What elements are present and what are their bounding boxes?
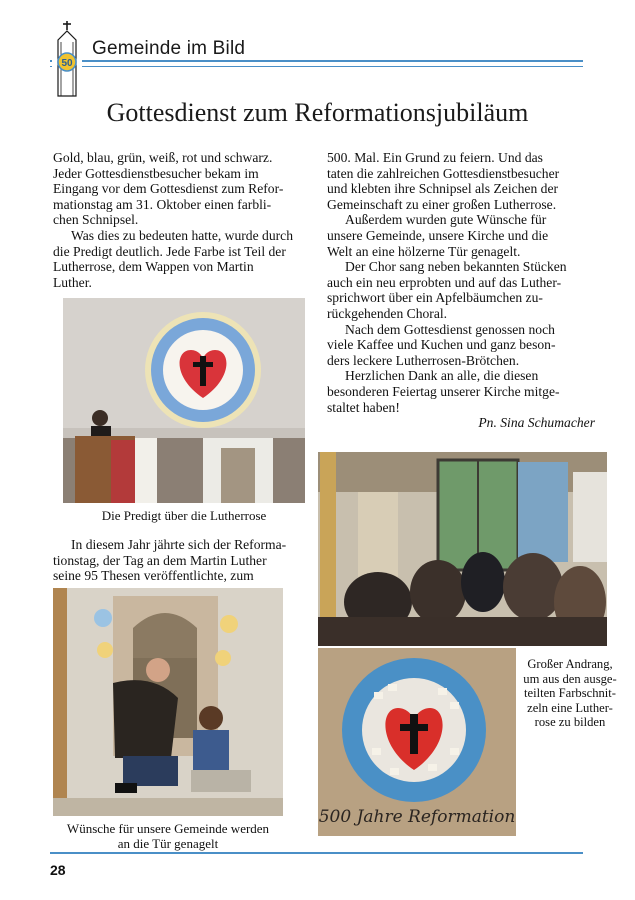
crowd-caption-line: rose zu bilden bbox=[534, 715, 606, 730]
header-rule-top bbox=[50, 60, 583, 62]
logo-number: 50 bbox=[61, 58, 73, 69]
author-signature: Pn. Sina Schumacher bbox=[478, 415, 595, 431]
text-line: Nach dem Gottesdienst genossen noch bbox=[345, 321, 555, 337]
lutherrose-poster-photo bbox=[318, 648, 516, 836]
text-line: Der Chor sang neben bekannten Stücken bbox=[345, 259, 567, 275]
text-line: Luther. bbox=[53, 274, 92, 290]
church-logo-icon bbox=[52, 20, 82, 98]
text-line: und klebten ihre Schnipsel als Zeichen der bbox=[327, 181, 559, 197]
text-line: unsere Gemeinde, unsere Kirche und die bbox=[327, 227, 549, 243]
door-caption-line2: an die Tür genagelt bbox=[117, 836, 219, 851]
text-line: tionstag, der Tag an dem Martin Luther bbox=[53, 552, 267, 568]
text-line: viele Kaffee und Kuchen und ganz beson- bbox=[327, 337, 556, 353]
text-line: seine 95 Thesen veröffentlichte, zum bbox=[53, 568, 254, 584]
text-line: besonderen Feiertag unserer Kirche mitge- bbox=[327, 383, 560, 399]
text-line: mationstag am 31. Oktober einen farbli- bbox=[53, 196, 272, 212]
door-caption-line1: Wünsche für unsere Gemeinde werden bbox=[66, 821, 270, 836]
poster-handwriting: 500 Jahre Reformation bbox=[318, 807, 516, 827]
article-title: Gottesdienst zum Reformationsjubiläum bbox=[106, 98, 529, 127]
text-line: Gold, blau, grün, weiß, rot und schwarz. bbox=[53, 150, 273, 165]
crowd-caption-line: zeln eine Luther- bbox=[527, 700, 613, 715]
header-rule-bottom bbox=[50, 66, 583, 67]
text-line: sprichwort über ein Apfelbäumchen zu- bbox=[327, 290, 543, 306]
text-line: taten die zahlreichen Gottesdienstbesucher bbox=[327, 165, 560, 181]
text-line: Lutherrose, dem Wappen von Martin bbox=[53, 259, 254, 275]
text-line: Jeder Gottesdienstbesucher bekam im bbox=[53, 165, 259, 181]
page-number: 28 bbox=[50, 862, 66, 878]
left-column-text-bottom bbox=[53, 537, 315, 584]
text-line: rückgehenden Choral. bbox=[327, 305, 448, 321]
footer-rule bbox=[50, 852, 583, 854]
crowd-caption bbox=[520, 657, 620, 730]
sermon-caption: Die Predigt über die Lutherrose bbox=[101, 508, 267, 523]
door-caption bbox=[45, 821, 291, 851]
text-line: Welt an eine hölzerne Tür genagelt. bbox=[327, 243, 521, 259]
text-line: staltet haben! bbox=[327, 399, 400, 415]
text-line: ders leckere Lutherrosen-Brötchen. bbox=[327, 352, 520, 368]
text-line: Gemeinschaft zu einer großen Lutherrose. bbox=[327, 196, 557, 212]
crowd-caption-line: um aus den ausge- bbox=[523, 671, 617, 686]
text-line: 500. Mal. Ein Grund zu feiern. Und das bbox=[327, 150, 543, 165]
crowd-caption-line: teilten Farbschnit- bbox=[524, 686, 616, 701]
right-column-text bbox=[327, 150, 595, 431]
door-photo bbox=[53, 588, 283, 816]
text-line: Eingang vor dem Gottesdienst zum Refor- bbox=[53, 181, 284, 197]
text-line: chen Schnipsel. bbox=[53, 212, 139, 228]
left-column-text-top bbox=[53, 150, 313, 290]
text-line: die Predigt deutlich. Jede Farbe ist Teil der bbox=[53, 243, 286, 259]
text-line: Was dies zu bedeuten hatte, wurde durch bbox=[71, 227, 293, 243]
text-line: auch ein neu erprobten und auf das Luther- bbox=[327, 274, 562, 290]
crowd-photo bbox=[318, 452, 607, 646]
text-line: Herzlichen Dank an alle, die diesen bbox=[345, 368, 539, 384]
section-title: Gemeinde im Bild bbox=[92, 38, 246, 59]
sermon-photo bbox=[63, 298, 305, 503]
text-line: Außerdem wurden gute Wünsche für bbox=[345, 212, 547, 228]
text-line: In diesem Jahr jährte sich der Reforma- bbox=[71, 537, 287, 552]
crowd-caption-line: Großer Andrang, bbox=[527, 657, 613, 671]
